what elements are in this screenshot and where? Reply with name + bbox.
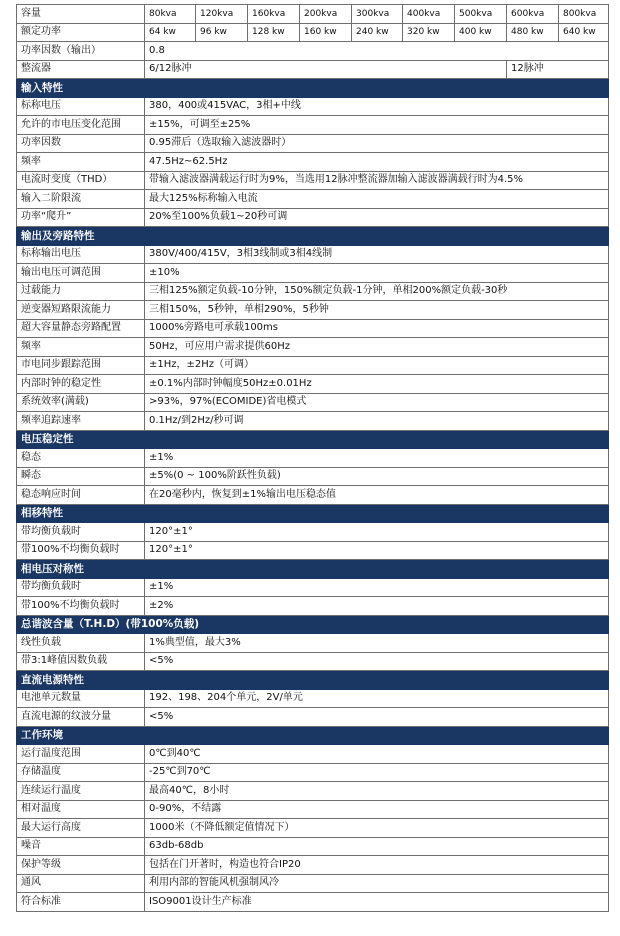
spec-label: 逆变器短路限流能力 xyxy=(17,301,145,320)
spec-row xyxy=(17,486,609,505)
spec-value: 包括在门开著时，构造也符合IP20 xyxy=(145,856,609,875)
spec-label: 带均衡负载时 xyxy=(17,578,145,597)
spec-value: ±5%(0 ~ 100%阶跃性负载) xyxy=(145,467,609,486)
spec-value: 带输入滤波器满载运行时为9%，当选用12脉冲整流器加输入滤波器满载行时为4.5% xyxy=(145,171,609,190)
spec-label: 存储温度 xyxy=(17,763,145,782)
spec-row xyxy=(17,541,609,560)
spec-row xyxy=(17,301,609,320)
spec-row xyxy=(17,467,609,486)
section-header-row xyxy=(17,430,609,449)
ups-spec-table xyxy=(16,4,609,912)
rated-power-value: 320 kw xyxy=(403,23,455,42)
spec-label: 运行温度范围 xyxy=(17,745,145,764)
spec-row xyxy=(17,153,609,172)
spec-label: 带均衡负载时 xyxy=(17,523,145,542)
spec-label: 保护等级 xyxy=(17,856,145,875)
rectifier-row xyxy=(17,60,609,79)
spec-row xyxy=(17,597,609,616)
rated-power-row xyxy=(17,23,609,42)
capacity-row xyxy=(17,5,609,24)
spec-label: 标称输出电压 xyxy=(17,245,145,264)
spec-label: 功率因数 xyxy=(17,134,145,153)
spec-label: 带100%不均衡负载时 xyxy=(17,597,145,616)
spec-row xyxy=(17,356,609,375)
spec-value: 0.1Hz/到2Hz/秒可调 xyxy=(145,412,609,431)
spec-value: ±0.1%内部时钟幅度50Hz±0.01Hz xyxy=(145,375,609,394)
spec-value: 120°±1° xyxy=(145,541,609,560)
spec-label: 频率 xyxy=(17,338,145,357)
rated-power-value: 480 kw xyxy=(507,23,559,42)
spec-label: 通风 xyxy=(17,874,145,893)
spec-label: 连续运行温度 xyxy=(17,782,145,801)
rated-power-label: 额定功率 xyxy=(17,23,145,42)
spec-row xyxy=(17,689,609,708)
spec-value: >93%，97%(ECOMIDE)省电模式 xyxy=(145,393,609,412)
spec-label: 频率 xyxy=(17,153,145,172)
spec-label: 稳态 xyxy=(17,449,145,468)
spec-row xyxy=(17,893,609,912)
spec-row xyxy=(17,338,609,357)
spec-value: 最高40℃，8小时 xyxy=(145,782,609,801)
spec-value: 0.95滞后（选取输入滤波器时） xyxy=(145,134,609,153)
spec-row xyxy=(17,375,609,394)
spec-row xyxy=(17,782,609,801)
power-factor-value: 0.8 xyxy=(145,42,609,61)
spec-row xyxy=(17,837,609,856)
spec-label: 线性负载 xyxy=(17,634,145,653)
spec-value: 0℃到40℃ xyxy=(145,745,609,764)
section-title: 输入特性 xyxy=(17,79,609,98)
spec-row xyxy=(17,745,609,764)
spec-value: ±10% xyxy=(145,264,609,283)
section-title: 相电压对称性 xyxy=(17,560,609,579)
rated-power-value: 64 kw xyxy=(145,23,196,42)
rectifier-value-a: 6/12脉冲 xyxy=(145,60,507,79)
capacity-value: 300kva xyxy=(352,5,403,24)
spec-label: 电流时变度（THD） xyxy=(17,171,145,190)
section-title: 工作环境 xyxy=(17,726,609,745)
spec-label: 带100%不均衡负载时 xyxy=(17,541,145,560)
spec-value: 50Hz，可应用户需求提供60Hz xyxy=(145,338,609,357)
capacity-value: 160kva xyxy=(248,5,300,24)
section-header-row xyxy=(17,726,609,745)
spec-value: 192、198、204个单元，2V/单元 xyxy=(145,689,609,708)
capacity-label: 容量 xyxy=(17,5,145,24)
spec-row xyxy=(17,874,609,893)
spec-label: 系统效率(满载) xyxy=(17,393,145,412)
spec-row xyxy=(17,412,609,431)
spec-row xyxy=(17,856,609,875)
capacity-value: 200kva xyxy=(300,5,352,24)
spec-label: 电池单元数量 xyxy=(17,689,145,708)
spec-value: 380，400或415VAC，3相+中线 xyxy=(145,97,609,116)
section-header-row xyxy=(17,227,609,246)
capacity-value: 80kva xyxy=(145,5,196,24)
spec-value: 120°±1° xyxy=(145,523,609,542)
spec-value: 47.5Hz~62.5Hz xyxy=(145,153,609,172)
spec-row xyxy=(17,449,609,468)
rated-power-value: 640 kw xyxy=(559,23,609,42)
section-header-row xyxy=(17,79,609,98)
power-factor-label: 功率因数（输出） xyxy=(17,42,145,61)
spec-row xyxy=(17,523,609,542)
spec-row xyxy=(17,578,609,597)
spec-row xyxy=(17,190,609,209)
spec-label: 允许的市电压变化范围 xyxy=(17,116,145,135)
spec-value: 利用内部的智能风机强制风冷 xyxy=(145,874,609,893)
rated-power-value: 96 kw xyxy=(196,23,248,42)
capacity-value: 800kva xyxy=(559,5,609,24)
spec-label: 输出电压可调范围 xyxy=(17,264,145,283)
rated-power-value: 128 kw xyxy=(248,23,300,42)
spec-row xyxy=(17,116,609,135)
spec-value: ±1% xyxy=(145,578,609,597)
spec-row xyxy=(17,208,609,227)
spec-value: ISO9001设计生产标准 xyxy=(145,893,609,912)
spec-label: 过载能力 xyxy=(17,282,145,301)
spec-label: 市电同步跟踪范围 xyxy=(17,356,145,375)
spec-label: 最大运行高度 xyxy=(17,819,145,838)
rated-power-value: 240 kw xyxy=(352,23,403,42)
spec-value: <5% xyxy=(145,708,609,727)
spec-row xyxy=(17,245,609,264)
spec-label: 稳态响应时间 xyxy=(17,486,145,505)
section-title: 相移特性 xyxy=(17,504,609,523)
section-header-row xyxy=(17,560,609,579)
spec-row xyxy=(17,97,609,116)
spec-label: 功率“爬升” xyxy=(17,208,145,227)
section-header-row xyxy=(17,671,609,690)
spec-value: -25℃到70℃ xyxy=(145,763,609,782)
spec-row xyxy=(17,800,609,819)
spec-label: 内部时钟的稳定性 xyxy=(17,375,145,394)
spec-label: 超大容量静态旁路配置 xyxy=(17,319,145,338)
spec-value: 1%典型值，最大3% xyxy=(145,634,609,653)
spec-row xyxy=(17,819,609,838)
spec-label: 相对温度 xyxy=(17,800,145,819)
spec-label: 带3:1峰值因数负载 xyxy=(17,652,145,671)
spec-label: 直流电源的纹波分量 xyxy=(17,708,145,727)
spec-label: 符合标准 xyxy=(17,893,145,912)
spec-row xyxy=(17,652,609,671)
spec-row xyxy=(17,282,609,301)
spec-value: 20%至100%负载1~20秒可调 xyxy=(145,208,609,227)
section-header-row xyxy=(17,615,609,634)
section-title: 电压稳定性 xyxy=(17,430,609,449)
section-title: 直流电源特性 xyxy=(17,671,609,690)
spec-row xyxy=(17,763,609,782)
section-header-row xyxy=(17,504,609,523)
spec-label: 频率追踪速率 xyxy=(17,412,145,431)
power-factor-row xyxy=(17,42,609,61)
spec-row xyxy=(17,708,609,727)
spec-value: <5% xyxy=(145,652,609,671)
spec-value: ±15%，可调至±25% xyxy=(145,116,609,135)
spec-label: 输入二阶限流 xyxy=(17,190,145,209)
spec-row xyxy=(17,134,609,153)
capacity-value: 600kva xyxy=(507,5,559,24)
rectifier-value-b: 12脉冲 xyxy=(507,60,609,79)
rated-power-value: 400 kw xyxy=(455,23,507,42)
spec-value: 在20毫秒内，恢复到±1%输出电压稳态值 xyxy=(145,486,609,505)
spec-row xyxy=(17,634,609,653)
rectifier-label: 整流器 xyxy=(17,60,145,79)
capacity-value: 120kva xyxy=(196,5,248,24)
spec-value: 380V/400/415V，3相3线制或3相4线制 xyxy=(145,245,609,264)
spec-row xyxy=(17,319,609,338)
spec-row xyxy=(17,171,609,190)
spec-row xyxy=(17,264,609,283)
spec-value: 三相125%额定负载-10分钟，150%额定负载-1分钟，单相200%额定负载-30秒 xyxy=(145,282,609,301)
spec-value: 63db-68db xyxy=(145,837,609,856)
section-title: 输出及旁路特性 xyxy=(17,227,609,246)
spec-value: 1000%旁路电可承载100ms xyxy=(145,319,609,338)
spec-value: 三相150%，5秒钟，单相290%，5秒钟 xyxy=(145,301,609,320)
spec-value: ±1% xyxy=(145,449,609,468)
spec-value: ±2% xyxy=(145,597,609,616)
spec-value: 1000米（不降低额定值情况下） xyxy=(145,819,609,838)
rated-power-value: 160 kw xyxy=(300,23,352,42)
spec-value: ±1Hz，±2Hz（可调） xyxy=(145,356,609,375)
spec-label: 噪音 xyxy=(17,837,145,856)
spec-label: 瞬态 xyxy=(17,467,145,486)
spec-label: 标称电压 xyxy=(17,97,145,116)
spec-value: 最大125%标称输入电流 xyxy=(145,190,609,209)
spec-row xyxy=(17,393,609,412)
capacity-value: 400kva xyxy=(403,5,455,24)
spec-value: 0-90%，不结露 xyxy=(145,800,609,819)
section-title: 总谐波含量（T.H.D）(带100%负载) xyxy=(17,615,609,634)
capacity-value: 500kva xyxy=(455,5,507,24)
